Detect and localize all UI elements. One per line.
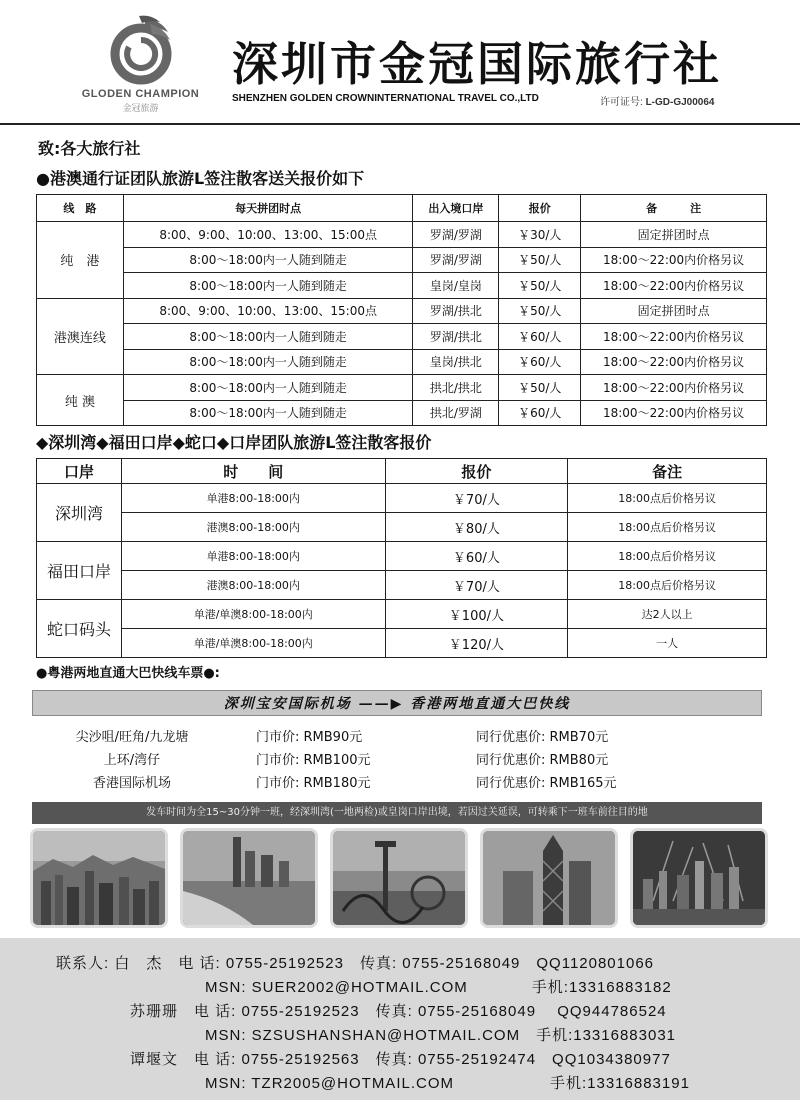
col-header: 出入境口岸 — [413, 195, 499, 222]
contact-row: MSN: TZR2005@HOTMAIL.COM 手机:13316883191 — [205, 1075, 690, 1092]
port-cell: 罗湖/拱北 — [413, 324, 499, 350]
table-row — [37, 600, 767, 629]
photo-night-skyline — [630, 828, 768, 928]
bus-ticket-section — [32, 690, 762, 818]
hk-macau-price-table — [36, 194, 767, 426]
table-row — [37, 349, 767, 375]
contact-row: MSN: SUER2002@HOTMAIL.COM 手机:13316883182 — [205, 979, 672, 996]
greeting: 致:各大旅行社 — [38, 139, 141, 158]
col-header: 线 路 — [37, 195, 124, 222]
header — [0, 0, 800, 125]
note-cell: 18:00点后价格另议 — [568, 484, 767, 513]
note-cell: 固定拼团时点 — [581, 222, 767, 248]
table-row — [37, 273, 767, 299]
route-name: 港澳连线 — [37, 298, 124, 375]
route-name: 纯 澳 — [37, 375, 124, 426]
list-item — [32, 745, 762, 768]
schedule-cell: 8:00～18:00内一人随到随走 — [123, 247, 413, 273]
price-cell: ￥120/人 — [385, 629, 568, 658]
note-cell: 达2人以上 — [568, 600, 767, 629]
note-cell: 18:00点后价格另议 — [568, 571, 767, 600]
time-cell: 单港8:00-18:00内 — [121, 484, 385, 513]
port-cell: 罗湖/拱北 — [413, 298, 499, 324]
table-header-row — [37, 459, 767, 484]
time-cell: 单港8:00-18:00内 — [121, 542, 385, 571]
time-cell: 单港/单澳8:00-18:00内 — [121, 600, 385, 629]
table-row — [37, 222, 767, 248]
license-value: L-GD-GJ00064 — [645, 97, 715, 108]
price-cell: ￥60/人 — [499, 400, 581, 426]
note-cell: 18:00点后价格另议 — [568, 513, 767, 542]
photo-towers — [480, 828, 618, 928]
table-row — [37, 400, 767, 426]
time-cell: 单港/单澳8:00-18:00内 — [121, 629, 385, 658]
photo-city-skyline — [30, 828, 168, 928]
col-header: 时 间 — [121, 459, 385, 484]
col-header: 口岸 — [37, 459, 122, 484]
retail-price: 门市价: RMB90元 — [256, 730, 363, 745]
logo-text-en: GLODEN CHAMPION — [81, 88, 200, 100]
price-cell: ￥30/人 — [499, 222, 581, 248]
license-number — [600, 93, 714, 108]
table-row — [37, 484, 767, 513]
port-price-table — [36, 458, 767, 658]
table-row — [37, 571, 767, 600]
list-item — [32, 722, 762, 745]
retail-price: 门市价: RMB180元 — [256, 776, 371, 791]
schedule-cell: 8:00～18:00内一人随到随走 — [123, 400, 413, 426]
col-header: 备 注 — [581, 195, 767, 222]
schedule-cell: 8:00～18:00内一人随到随走 — [123, 375, 413, 401]
contact-row: MSN: SZSUSHANSHAN@HOTMAIL.COM 手机:13316883031 — [205, 1027, 677, 1044]
note-cell: 固定拼团时点 — [581, 298, 767, 324]
table-row — [37, 298, 767, 324]
photo-harbour-road — [180, 828, 318, 928]
schedule-cell: 8:00、9:00、10:00、13:00、15:00点 — [123, 298, 413, 324]
note-cell: 18:00～22:00内价格另议 — [581, 375, 767, 401]
agent-price: 同行优惠价: RMB70元 — [476, 730, 609, 745]
agent-price: 同行优惠价: RMB80元 — [476, 753, 609, 768]
schedule-cell: 8:00～18:00内一人随到随走 — [123, 273, 413, 299]
price-cell: ￥50/人 — [499, 273, 581, 299]
table-row — [37, 513, 767, 542]
table-row — [37, 375, 767, 401]
license-label: 许可证号: — [600, 97, 643, 108]
port-cell: 罗湖/罗湖 — [413, 247, 499, 273]
logo-text-cn: 金冠旅游 — [122, 104, 159, 114]
schedule-cell: 8:00～18:00内一人随到随走 — [123, 349, 413, 375]
col-header: 每天拼团时点 — [123, 195, 413, 222]
agent-price: 同行优惠价: RMB165元 — [476, 776, 617, 791]
destination: 上环/湾仔 — [103, 753, 161, 768]
price-cell: ￥50/人 — [499, 247, 581, 273]
list-item — [32, 768, 762, 791]
port-cell: 拱北/罗湖 — [413, 400, 499, 426]
company-name-en: SHENZHEN GOLDEN CROWNINTERNATIONAL TRAVEL CO.,LTD — [232, 93, 539, 104]
port-cell: 拱北/拱北 — [413, 375, 499, 401]
table-header-row — [37, 195, 767, 222]
contact-footer — [0, 938, 800, 1100]
note-cell: 18:00～22:00内价格另议 — [581, 247, 767, 273]
port-name: 深圳湾 — [37, 484, 122, 542]
company-name-cn: 深圳市金冠国际旅行社 — [232, 37, 722, 91]
note-cell: 18:00～22:00内价格另议 — [581, 273, 767, 299]
logo-emblem-icon — [106, 14, 176, 86]
note-cell: 18:00点后价格另议 — [568, 542, 767, 571]
note-cell: 18:00～22:00内价格另议 — [581, 324, 767, 350]
time-cell: 港澳8:00-18:00内 — [121, 571, 385, 600]
table-row — [37, 542, 767, 571]
col-header: 备注 — [568, 459, 767, 484]
photo-strip — [30, 828, 770, 930]
destination: 香港国际机场 — [92, 776, 171, 791]
table-row — [37, 247, 767, 273]
note-cell: 一人 — [568, 629, 767, 658]
schedule-cell: 8:00、9:00、10:00、13:00、15:00点 — [123, 222, 413, 248]
price-cell: ￥100/人 — [385, 600, 568, 629]
section3-title: ●粤港两地直通大巴快线车票●: — [36, 666, 220, 681]
port-cell: 皇岗/皇岗 — [413, 273, 499, 299]
price-cell: ￥80/人 — [385, 513, 568, 542]
contact-row: 谭堰文 电 话: 0755-25192563 传真: 0755-25192474 QQ1034380977 — [130, 1051, 671, 1068]
note-cell: 18:00～22:00内价格另议 — [581, 400, 767, 426]
port-name: 福田口岸 — [37, 542, 122, 600]
company-logo — [68, 14, 213, 114]
section2-title: ◆深圳湾◆福田口岸◆蛇口◆口岸团队旅游L签注散客报价 — [36, 433, 432, 452]
price-cell: ￥60/人 — [499, 349, 581, 375]
price-cell: ￥70/人 — [385, 484, 568, 513]
section1-title: ●港澳通行证团队旅游L签注散客送关报价如下 — [36, 169, 365, 188]
col-header: 报价 — [385, 459, 568, 484]
retail-price: 门市价: RMB100元 — [256, 753, 371, 768]
table-row — [37, 629, 767, 658]
price-cell: ￥70/人 — [385, 571, 568, 600]
port-name: 蛇口码头 — [37, 600, 122, 658]
table-row — [37, 324, 767, 350]
time-cell: 港澳8:00-18:00内 — [121, 513, 385, 542]
port-cell: 皇岗/拱北 — [413, 349, 499, 375]
contact-row: 苏珊珊 电 话: 0755-25192523 传真: 0755-25168049 QQ944786524 — [130, 1003, 667, 1020]
price-cell: ￥50/人 — [499, 298, 581, 324]
route-name: 纯 港 — [37, 222, 124, 299]
contact-row: 联系人: 白 杰 电 话: 0755-25192523 传真: 0755-25168049 QQ1120801066 — [56, 955, 655, 972]
note-cell: 18:00～22:00内价格另议 — [581, 349, 767, 375]
price-cell: ￥60/人 — [385, 542, 568, 571]
price-cell: ￥60/人 — [499, 324, 581, 350]
destination: 尖沙咀/旺角/九龙塘 — [75, 730, 189, 745]
bus-schedule-note: 发车时间为全15~30分钟一班，经深圳湾(一地两检)或皇岗口岸出境，若因过关延误，可转乘下一班车前往目的地 — [32, 802, 762, 824]
price-cell: ￥50/人 — [499, 375, 581, 401]
port-cell: 罗湖/罗湖 — [413, 222, 499, 248]
bus-route-banner: 深圳宝安国际机场 ——▶ 香港两地直通大巴快线 — [32, 690, 762, 716]
schedule-cell: 8:00～18:00内一人随到随走 — [123, 324, 413, 350]
col-header: 报价 — [499, 195, 581, 222]
photo-theme-park — [330, 828, 468, 928]
